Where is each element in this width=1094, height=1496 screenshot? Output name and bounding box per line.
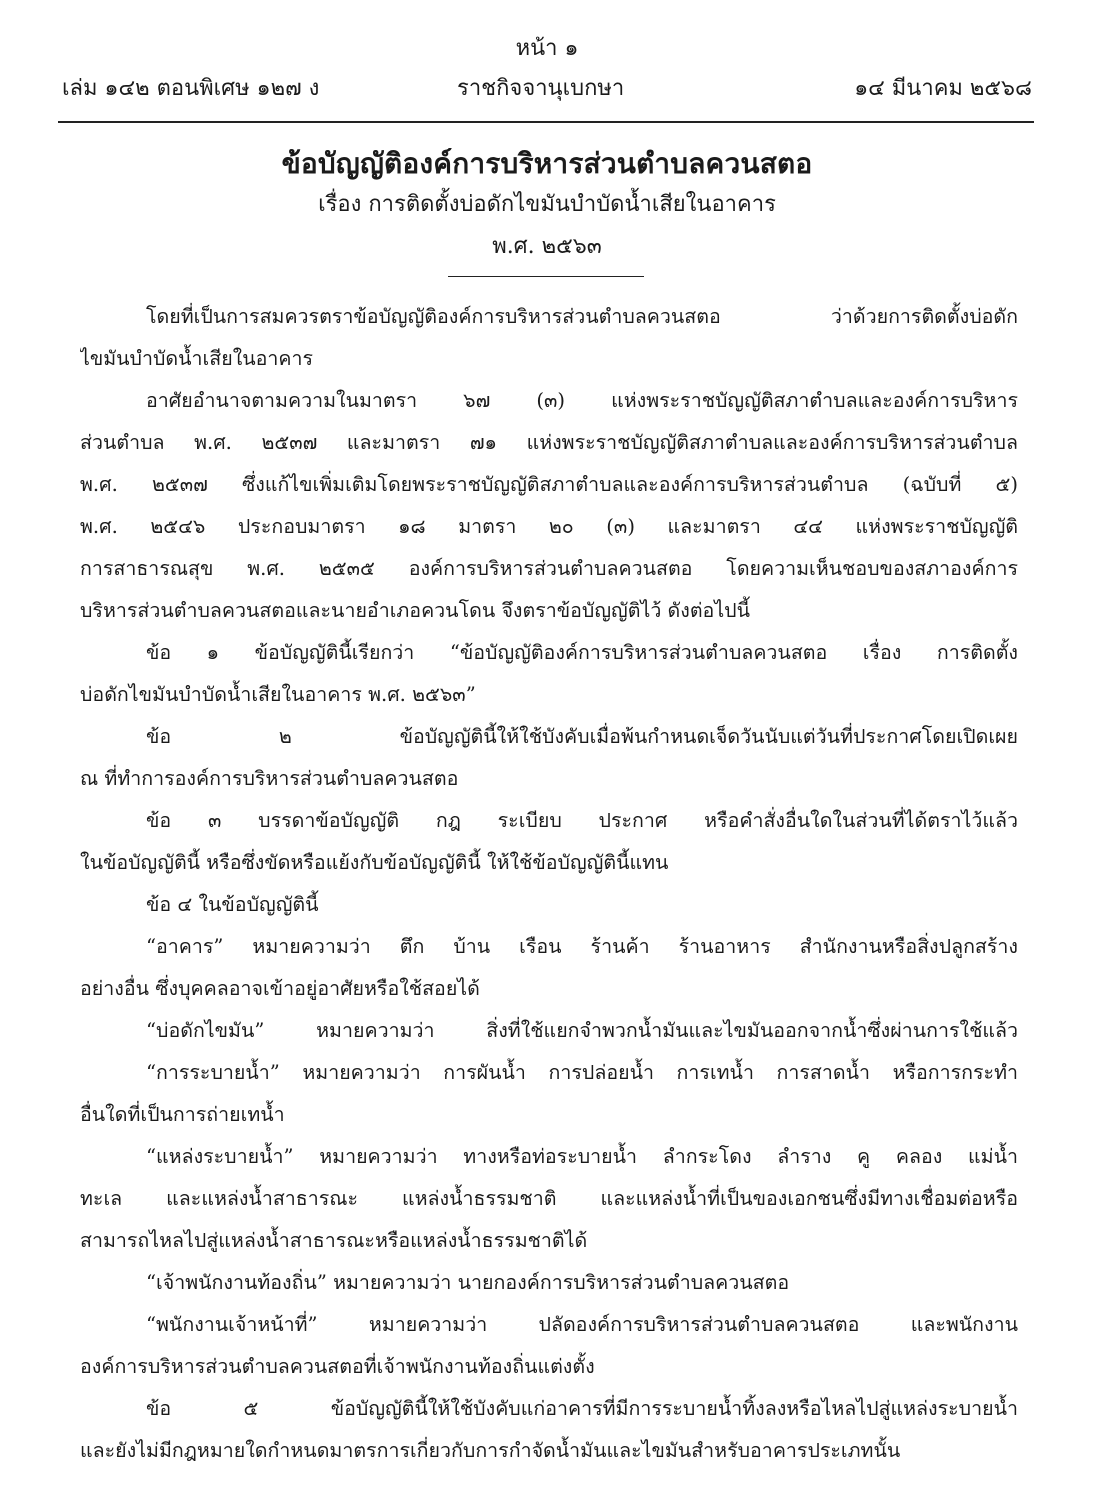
body-line: การสาธารณสุข พ.ศ. ๒๕๓๕ องค์การบริหารส่วนตำบลควนสตอ โดยความเห็นชอบของสภาองค์การ [80,557,1018,580]
body-line: ไขมันบำบัดน้ำเสียในอาคาร [80,347,314,370]
body-line: ในข้อบัญญัตินี้ หรือซึ่งขัดหรือแย้งกับข้อบัญญัตินี้ ให้ใช้ข้อบัญญัตินี้แทน [80,851,669,874]
body-line: อื่นใดที่เป็นการถ่ายเทน้ำ [80,1103,285,1126]
body-line: โดยที่เป็นการสมควรตราข้อบัญญัติองค์การบริหารส่วนตำบลควนสตอ ว่าด้วยการติดตั้งบ่อดัก [146,305,1018,328]
clause-1: ข้อ ๑ ข้อบัญญัตินี้เรียกว่า “ข้อบัญญัติองค์การบริหารส่วนตำบลควนสตอ เรื่อง การติดตั้ง [146,641,1018,664]
definition-officer: “พนักงานเจ้าหน้าที่” หมายความว่า ปลัดองค์การบริหารส่วนตำบลควนสตอ และพนักงาน [146,1313,1018,1336]
definition-local-official: “เจ้าพนักงานท้องถิ่น” หมายความว่า นายกองค์การบริหารส่วนตำบลควนสตอ [146,1271,790,1294]
clause-3: ข้อ ๓ บรรดาข้อบัญญัติ กฎ ระเบียบ ประกาศ หรือคำสั่งอื่นใดในส่วนที่ได้ตราไว้แล้ว [146,809,1018,832]
document-body [80,296,1018,1472]
gazette-name: ราชกิจจานุเบกษา [457,76,625,101]
volume-issue: เล่ม ๑๔๒ ตอนพิเศษ ๑๒๗ ง [62,76,320,101]
body-line: ทะเล และแหล่งน้ำสาธารณะ แหล่งน้ำธรรมชาติ และแหล่งน้ำที่เป็นของเอกชนซึ่งมีทางเชื่อมต่อหรือ [80,1187,1018,1210]
body-line: สามารถไหลไปสู่แหล่งน้ำสาธารณะหรือแหล่งน้ำธรรมชาติได้ [80,1229,588,1252]
document-year: พ.ศ. ๒๕๖๓ [492,234,602,259]
document-subject: เรื่อง การติดตั้งบ่อดักไขมันบำบัดน้ำเสียในอาคาร [318,192,776,217]
body-line: และยังไม่มีกฎหมายใดกำหนดมาตรการเกี่ยวกับการกำจัดน้ำมันและไขมันสำหรับอาคารประเภทนั้น [80,1439,901,1462]
gazette-header [62,70,1032,102]
body-line: ส่วนตำบล พ.ศ. ๒๕๓๗ และมาตรา ๗๑ แห่งพระราชบัญญัติสภาตำบลและองค์การบริหารส่วนตำบล [80,431,1018,454]
clause-5: ข้อ ๕ ข้อบัญญัตินี้ให้ใช้บังคับแก่อาคารที่มีการระบายน้ำทิ้งลงหรือไหลไปสู่แหล่งระบายน้ำ [146,1397,1018,1420]
clause-2: ข้อ ๒ ข้อบัญญัตินี้ให้ใช้บังคับเมื่อพ้นกำหนดเจ็ดวันนับแต่วันที่ประกาศโดยเปิดเผย [146,725,1018,748]
body-line: พ.ศ. ๒๕๓๗ ซึ่งแก้ไขเพิ่มเติมโดยพระราชบัญญัติสภาตำบลและองค์การบริหารส่วนตำบล (ฉบับที่ ๕) [80,473,1018,496]
body-line: บ่อดักไขมันบำบัดน้ำเสียในอาคาร พ.ศ. ๒๕๖๓” [80,683,476,706]
body-line: บริหารส่วนตำบลควนสตอและนายอำเภอควนโดน จึงตราข้อบัญญัติไว้ ดังต่อไปนี้ [80,599,751,622]
body-line: พ.ศ. ๒๕๔๖ ประกอบมาตรา ๑๘ มาตรา ๒๐ (๓) และมาตรา ๔๔ แห่งพระราชบัญญัติ [80,515,1018,538]
definition-drainage-source: “แหล่งระบายน้ำ” หมายความว่า ทางหรือท่อระบายน้ำ ลำกระโดง ลำราง คู คลอง แม่น้ำ [146,1145,1018,1168]
document-title: ข้อบัญญัติองค์การบริหารส่วนตำบลควนสตอ [281,147,813,180]
definition-building: “อาคาร” หมายความว่า ตึก บ้าน เรือน ร้านค้า ร้านอาหาร สำนักงานหรือสิ่งปลูกสร้าง [146,935,1018,958]
publication-date: ๑๔ มีนาคม ๒๕๖๘ [854,76,1032,101]
header-divider [58,121,1034,123]
body-line: อาศัยอำนาจตามความในมาตรา ๖๗ (๓) แห่งพระราชบัญญัติสภาตำบลและองค์การบริหาร [146,389,1018,412]
definition-drainage: “การระบายน้ำ” หมายความว่า การผันน้ำ การปล่อยน้ำ การเทน้ำ การสาดน้ำ หรือการกระทำ [146,1061,1018,1084]
body-line: อย่างอื่น ซึ่งบุคคลอาจเข้าอยู่อาศัยหรือใช้สอยได้ [80,977,480,1000]
clause-4: ข้อ ๔ ในข้อบัญญัตินี้ [146,893,319,916]
title-divider [448,276,644,277]
body-line: ณ ที่ทำการองค์การบริหารส่วนตำบลควนสตอ [80,767,459,790]
definition-grease-trap: “บ่อดักไขมัน” หมายความว่า สิ่งที่ใช้แยกจำพวกน้ำมันและไขมันออกจากน้ำซึ่งผ่านการใช้แล้ว [146,1019,1018,1042]
body-line: องค์การบริหารส่วนตำบลควนสตอที่เจ้าพนักงานท้องถิ่นแต่งตั้ง [80,1355,595,1378]
page-number: หน้า ๑ [515,36,579,61]
